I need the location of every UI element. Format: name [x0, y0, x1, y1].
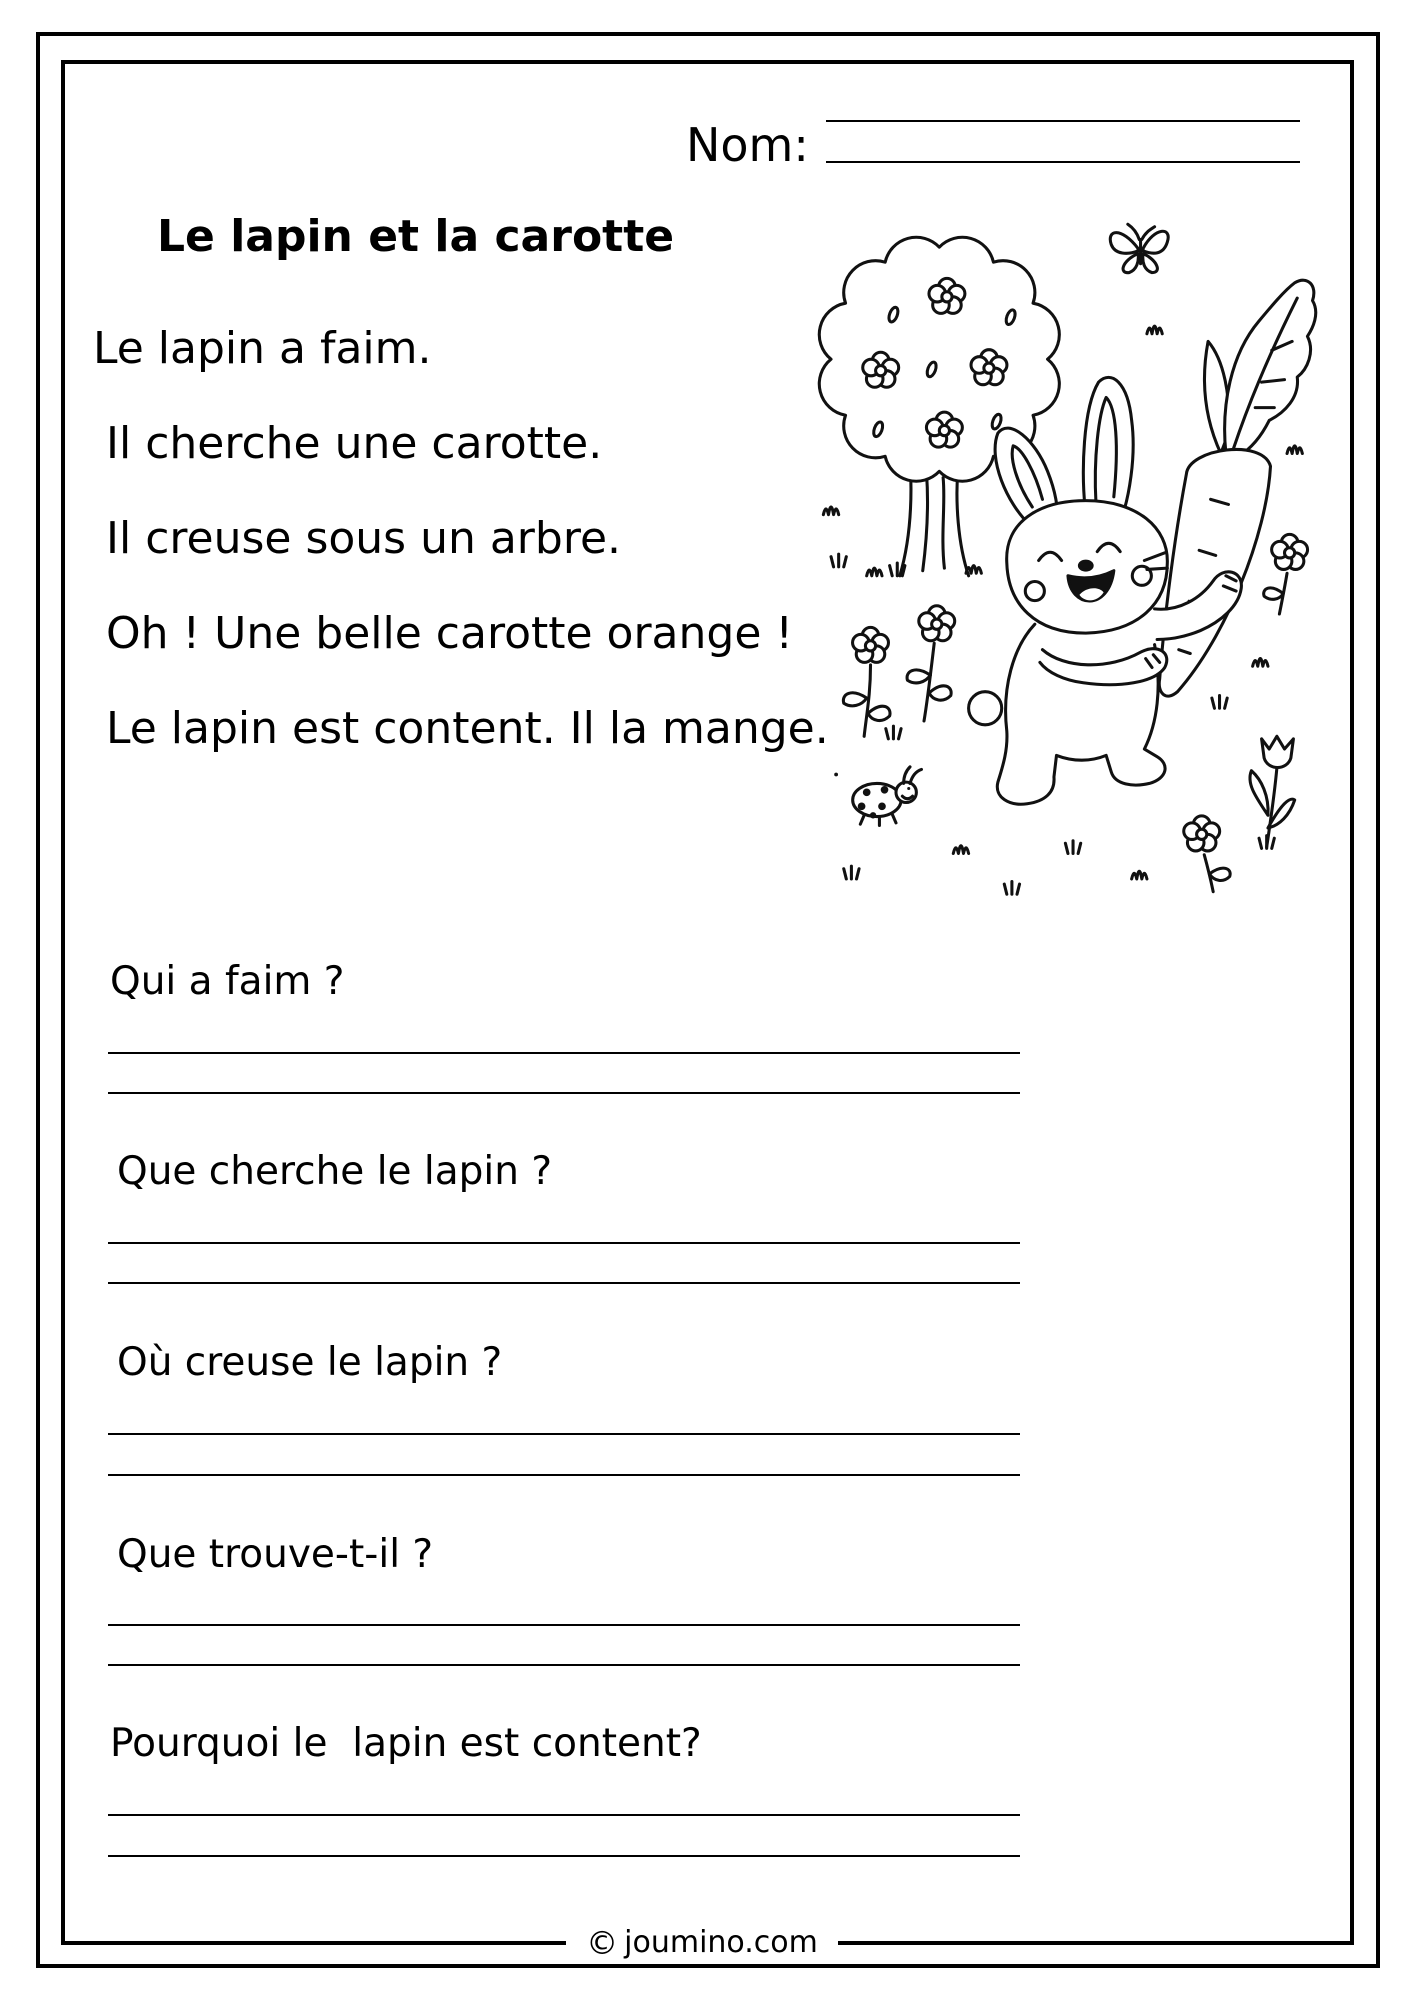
- grass-blades: [831, 554, 846, 567]
- grass-tuft: [823, 507, 838, 515]
- bunny-carrot-illustration: [803, 210, 1338, 911]
- question-3: [0, 1340, 1100, 1483]
- question-1: [0, 959, 1100, 1102]
- story-line-1: Le lapin a faim.: [93, 323, 432, 374]
- answer-line: [108, 1433, 1020, 1435]
- grass-tuft: [1253, 659, 1268, 667]
- story-line-5: Le lapin est content. Il la mange.: [106, 703, 829, 754]
- question-text: Que trouve-t-il ?: [117, 1532, 434, 1577]
- grass-blades: [1212, 696, 1227, 709]
- question-4: [0, 1532, 1100, 1675]
- butterfly: [1110, 224, 1168, 272]
- answer-line: [108, 1282, 1020, 1284]
- answer-line: [108, 1624, 1020, 1626]
- grass-blades: [1065, 841, 1080, 854]
- story-line-2: Il cherche une carotte.: [106, 418, 603, 469]
- tulip: [1250, 736, 1295, 847]
- answer-line: [108, 1664, 1020, 1666]
- bunny-tail: [969, 692, 1002, 725]
- answer-line: [108, 1242, 1020, 1244]
- story-line-4: Oh ! Une belle carotte orange !: [106, 608, 794, 659]
- answer-line: [108, 1855, 1020, 1857]
- grass-tuft: [1287, 446, 1302, 454]
- grass-tuft: [953, 846, 968, 854]
- question-text: Que cherche le lapin ?: [117, 1149, 553, 1194]
- grass-blades: [1004, 882, 1019, 895]
- answer-line: [108, 1092, 1020, 1094]
- ladybug: [834, 767, 921, 826]
- grass-blades: [886, 726, 901, 739]
- story-title: Le lapin et la carotte: [157, 211, 675, 262]
- bunny-nose: [1079, 561, 1092, 570]
- question-5: [0, 1721, 1100, 1864]
- question-text: Où creuse le lapin ?: [117, 1340, 503, 1385]
- flower: [907, 606, 955, 721]
- name-line-lower: [826, 161, 1300, 163]
- name-label: Nom:: [686, 118, 809, 172]
- flower: [843, 627, 890, 736]
- question-2: [0, 1149, 1100, 1292]
- grass-tuft: [867, 568, 882, 576]
- answer-line: [108, 1474, 1020, 1476]
- grass-tuft: [1147, 326, 1162, 334]
- flower: [1264, 534, 1308, 614]
- site-name: joumino.com: [624, 1925, 818, 1960]
- question-text: Qui a faim ?: [110, 959, 345, 1004]
- grass-tuft: [1132, 871, 1147, 879]
- question-text: Pourquoi le lapin est content?: [110, 1721, 702, 1766]
- answer-line: [108, 1052, 1020, 1054]
- footer-credit: [566, 1924, 838, 1962]
- flower: [1184, 816, 1230, 892]
- copyright-icon: ©: [586, 1924, 619, 1962]
- bunny: [969, 377, 1168, 804]
- grass-blades: [844, 866, 859, 879]
- answer-line: [108, 1814, 1020, 1816]
- grass-blades: [1259, 836, 1274, 849]
- name-line-upper: [826, 120, 1300, 122]
- story-line-3: Il creuse sous un arbre.: [106, 513, 622, 564]
